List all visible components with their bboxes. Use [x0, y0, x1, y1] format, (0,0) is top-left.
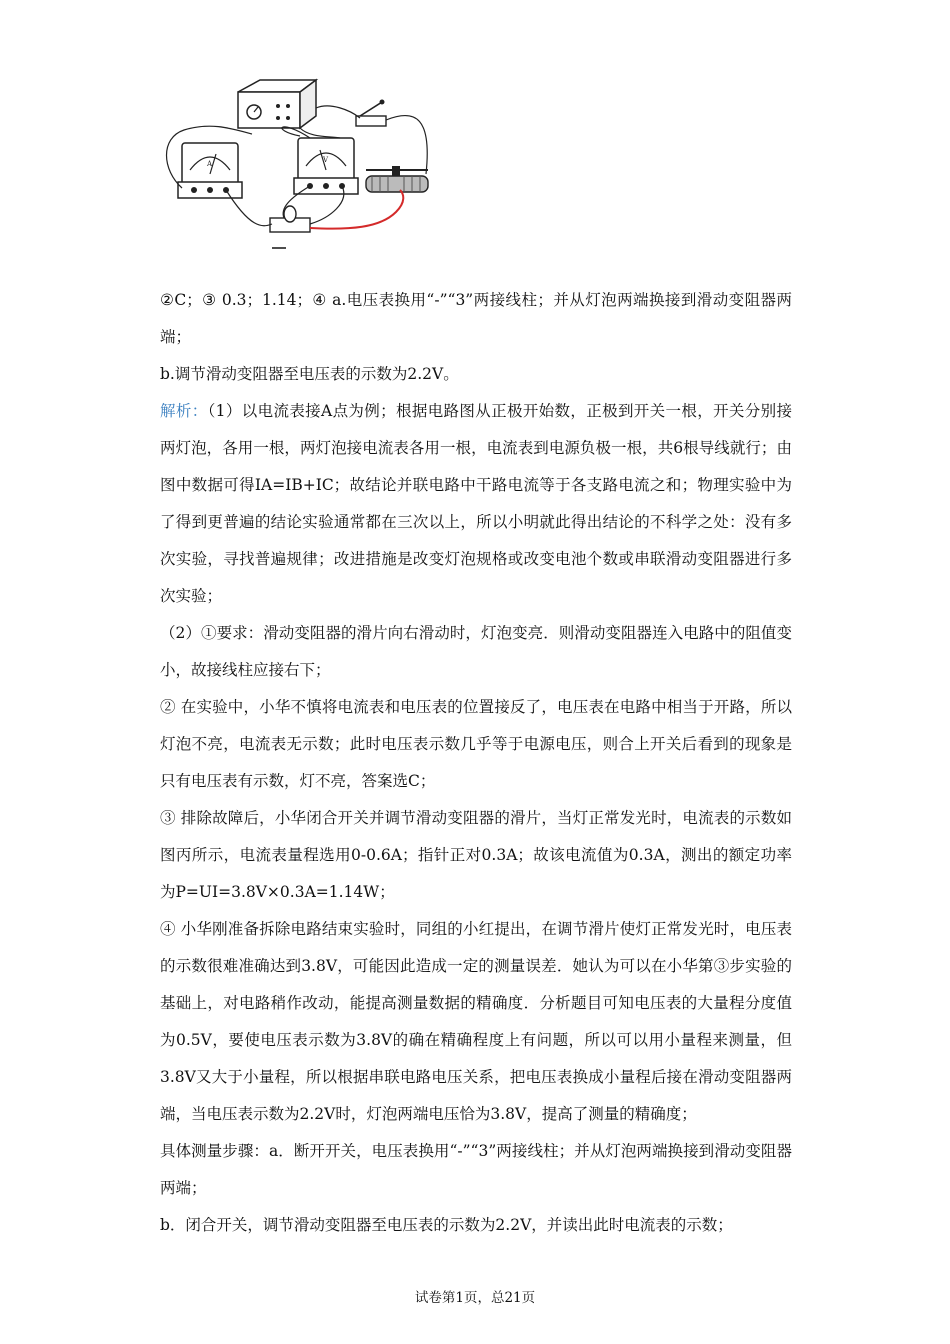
analysis-label: 解析：	[160, 402, 208, 420]
svg-text:A: A	[207, 160, 213, 168]
answer-analysis-text	[160, 282, 792, 1244]
lamp-holder-icon	[270, 206, 310, 248]
analysis-paragraph-4: ③ 排除故障后，小华闭合开关并调节滑动变阻器的滑片，当灯正常发光时，电流表的示数如图丙所示，电流表量程选用0-0.6A；指针正对0.3A；故该电流值为0.3A，测出的额定功率为P=UI=3.8V×0.3A=1.14W；	[160, 809, 792, 901]
red-wire	[310, 190, 403, 229]
analysis-paragraph-1: 解析：（1）以电流表接A点为例；根据电路图从正极开始数，正极到开关一根，开关分别接两灯泡，各用一根，两灯泡接电流表各用一根，电流表到电源负极一根，共6根导线就行；由图中数据可得IA=IB+IC；故结论并联电路中干路电流等于各支路电流之和；物理实验中为了得到更普遍的结论实验通常都在三次以上，所以小明就此得出结论的不科学之处：没有多次实验，寻找普遍规律；改进措施是改变灯泡规格或改变电池个数或串联滑动变阻器进行多次实验；	[160, 402, 792, 605]
power-supply-icon	[238, 80, 316, 128]
rheostat-icon	[366, 166, 428, 192]
voltmeter-icon	[294, 138, 358, 194]
page-footer: 试卷第1页，总21页	[414, 1290, 536, 1306]
analysis-paragraph-3: ② 在实验中，小华不慎将电流表和电压表的位置接反了，电压表在电路中相当于开路，所以灯泡不亮，电流表无示数；此时电压表示数几乎等于电源电压，则合上开关后看到的现象是只有电压表有示数，灯不亮，答案选C；	[160, 698, 792, 790]
analysis-paragraph-6: 具体测量步骤：a．断开开关，电压表换用“-”“3”两接线柱；并从灯泡两端换接到滑动变阻器两端；	[160, 1142, 792, 1197]
answer-line-1: ②C；③ 0.3；1.14；④ a.电压表换用“-”“3”两接线柱；并从灯泡两端换接到滑动变阻器两端；	[160, 291, 792, 346]
ammeter-icon	[178, 143, 242, 198]
analysis-paragraph-7: b．闭合开关，调节滑动变阻器至电压表的示数为2.2V，并读出此时电流表的示数；	[160, 1216, 733, 1234]
switch-icon	[356, 100, 386, 127]
answer-line-2: b.调节滑动变阻器至电压表的示数为2.2V。	[160, 365, 459, 383]
svg-text:V: V	[323, 156, 329, 164]
circuit-figure	[160, 78, 450, 258]
analysis-paragraph-2: （2）①要求：滑动变阻器的滑片向右滑动时，灯泡变亮．则滑动变阻器连入电路中的阻值变小，故接线柱应接右下；	[160, 624, 792, 679]
analysis-paragraph-5: ④ 小华刚准备拆除电路结束实验时，同组的小红提出，在调节滑片使灯正常发光时，电压表的示数很难准确达到3.8V，可能因此造成一定的测量误差．她认为可以在小华第③步实验的基础上，对电路稍作改动，能提高测量数据的精确度．分析题目可知电压表的大量程分度值为0.5V，要使电压表示数为3.8V的确在精确程度上有问题，所以可以用小量程来测量，但3.8V又大于小量程，所以根据串联电路电压关系，把电压表换成小量程后接在滑动变阻器两端，当电压表示数为2.2V时，灯泡两端电压恰为3.8V，提高了测量的精确度；	[160, 920, 792, 1123]
